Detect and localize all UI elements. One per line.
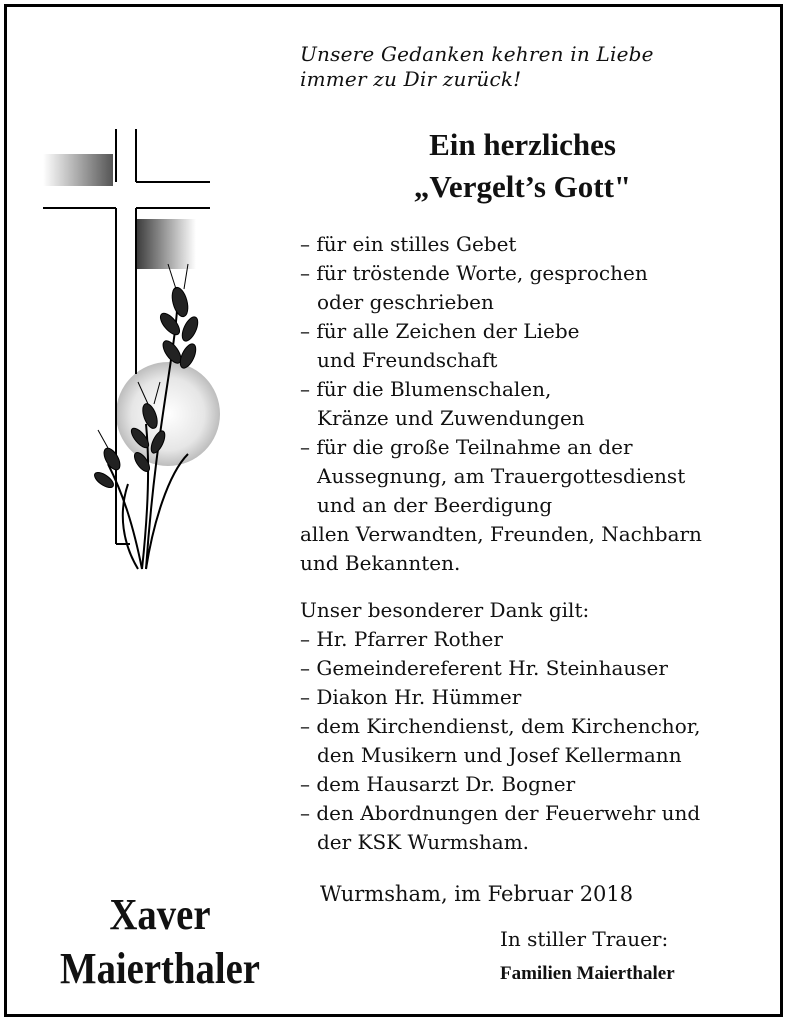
family-signature: Familien Maierthaler <box>500 963 675 984</box>
list-item <box>300 433 770 520</box>
recipients-line: und Bekannten. <box>300 551 461 575</box>
list-item-text: – Hr. Pfarrer Rother <box>300 627 503 651</box>
special-thanks-intro: Unser besonderer Dank gilt: <box>300 598 590 622</box>
list-item-text: – für alle Zeichen der Liebe <box>300 319 580 343</box>
list-item <box>300 799 770 857</box>
list-item <box>300 230 770 259</box>
list-item-text: – für die große Teilnahme an der <box>300 435 633 459</box>
motto-line: immer zu Dir zurück! <box>300 67 522 91</box>
recipients-line: allen Verwandten, Freunden, Nachbarn <box>300 522 702 546</box>
list-item-text: – dem Kirchendienst, dem Kirchenchor, <box>300 714 701 738</box>
list-item <box>300 317 770 375</box>
heading-line: Ein herzliches <box>429 127 616 162</box>
motto-line: Unsere Gedanken kehren in Liebe <box>300 42 654 66</box>
list-item-text: – den Abordnungen der Feuerwehr und <box>300 801 701 825</box>
list-item-text: – für die Blumenschalen, <box>300 377 552 401</box>
last-name: Maierthaler <box>60 944 260 993</box>
list-item-text: oder geschrieben <box>317 290 494 314</box>
list-item <box>300 375 770 433</box>
list-item-text: – Diakon Hr. Hümmer <box>300 685 522 709</box>
list-item-text: – für ein stilles Gebet <box>300 232 517 256</box>
motto <box>300 42 770 92</box>
mourning-line: In stiller Trauer: <box>500 927 669 951</box>
spacer <box>300 578 770 596</box>
list-item-text: und an der Beerdigung <box>317 493 553 517</box>
list-item <box>300 259 770 317</box>
heading-line: „Vergelt’s Gott" <box>413 169 632 204</box>
thanks-text <box>300 230 770 857</box>
heading <box>300 124 745 208</box>
list-item-text: – dem Hausarzt Dr. Bogner <box>300 772 576 796</box>
list-item-text: Kränze und Zuwendungen <box>317 406 585 430</box>
list-item <box>300 625 770 654</box>
list-item-text: der KSK Wurmsham. <box>317 830 530 854</box>
list-item <box>300 712 770 770</box>
list-item-text: und Freundschaft <box>317 348 498 372</box>
list-item <box>300 770 770 799</box>
list-item-text: – für tröstende Worte, gesprochen <box>300 261 648 285</box>
first-name: Xaver <box>109 890 211 939</box>
list-item <box>300 654 770 683</box>
place-date: Wurmsham, im Februar 2018 <box>320 882 634 906</box>
cross-with-wheat-icon <box>38 124 248 584</box>
deceased-name <box>46 888 275 996</box>
list-item-text: den Musikern und Josef Kellermann <box>317 743 682 767</box>
list-item-text: Aussegnung, am Trauergottesdienst <box>317 464 686 488</box>
list-item <box>300 683 770 712</box>
list-item-text: – Gemeindereferent Hr. Steinhauser <box>300 656 668 680</box>
